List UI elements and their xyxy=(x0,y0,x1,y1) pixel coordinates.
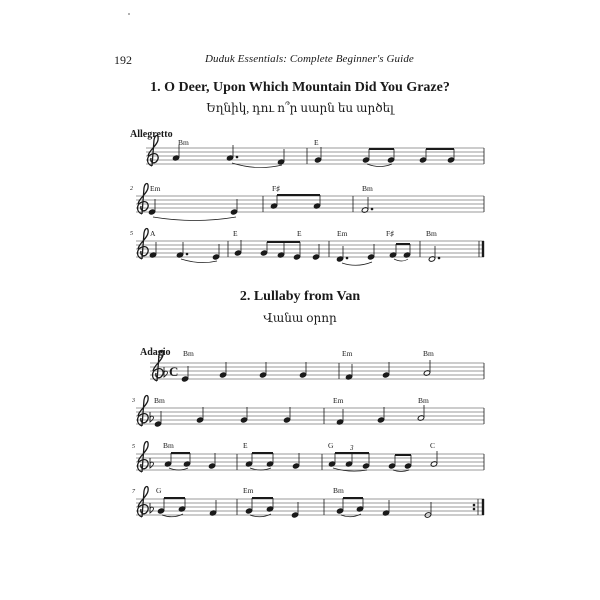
chord-symbol: Em xyxy=(337,229,348,238)
measure-number: 5 xyxy=(132,444,135,450)
chord-symbol: Bm xyxy=(418,396,429,405)
measure-number: 2 xyxy=(130,186,133,192)
chord-symbol: Bm xyxy=(423,349,434,358)
chord-symbol: Em xyxy=(150,184,161,193)
staff-2-1 xyxy=(150,363,484,379)
notes-s1-l3 xyxy=(149,240,440,265)
chord-symbol: Bm xyxy=(163,441,174,450)
measure-number: 3 xyxy=(132,398,135,404)
chord-symbol: F♯ xyxy=(386,229,394,238)
chord-symbol: A xyxy=(150,229,156,238)
chord-symbol: E xyxy=(233,229,238,238)
svg-text:C: C xyxy=(169,364,179,379)
staff-1-2 xyxy=(136,196,484,212)
chord-symbol: E xyxy=(297,229,302,238)
chord-symbol: Bm xyxy=(426,229,437,238)
chord-symbol: F♯ xyxy=(272,184,280,193)
measure-number: 7 xyxy=(132,489,135,495)
song-title-2: 2. Lullaby from Van xyxy=(239,289,361,304)
chord-symbol: Bm xyxy=(154,396,165,405)
tempo-marking-2: Adagio xyxy=(140,347,171,358)
chord-symbol: Em xyxy=(342,349,353,358)
chord-symbol: Bm xyxy=(183,349,194,358)
measure-number: 5 xyxy=(130,231,133,237)
chord-symbol: C xyxy=(430,441,436,450)
chord-symbol: G xyxy=(156,486,162,495)
chord-symbol: Bm xyxy=(178,138,189,147)
song-subtitle-1: Եղնիկ, դու ո՞ր սարն ես արծել xyxy=(206,101,394,115)
staff-1-3 xyxy=(136,241,484,257)
chord-symbol: G xyxy=(328,441,334,450)
page-number: 192 xyxy=(114,53,132,67)
staff-2-2 xyxy=(136,408,484,424)
chord-symbol: Bm xyxy=(333,486,344,495)
staff-2-4 xyxy=(136,499,484,515)
triplet-mark: 3 xyxy=(350,444,354,452)
chord-symbol: Em xyxy=(243,486,254,495)
song-title-1: 1. O Deer, Upon Which Mountain Did You Graze? xyxy=(150,80,450,95)
song-subtitle-2: Վանա օրոր xyxy=(263,311,337,325)
chord-symbol: E xyxy=(314,138,319,147)
chord-symbol: Bm xyxy=(362,184,373,193)
tempo-marking-1: Allegretto xyxy=(130,129,173,140)
running-title: Duduk Essentials: Complete Beginner's Guide xyxy=(205,53,414,65)
chord-symbol: Em xyxy=(333,396,344,405)
chord-symbol: E xyxy=(243,441,248,450)
